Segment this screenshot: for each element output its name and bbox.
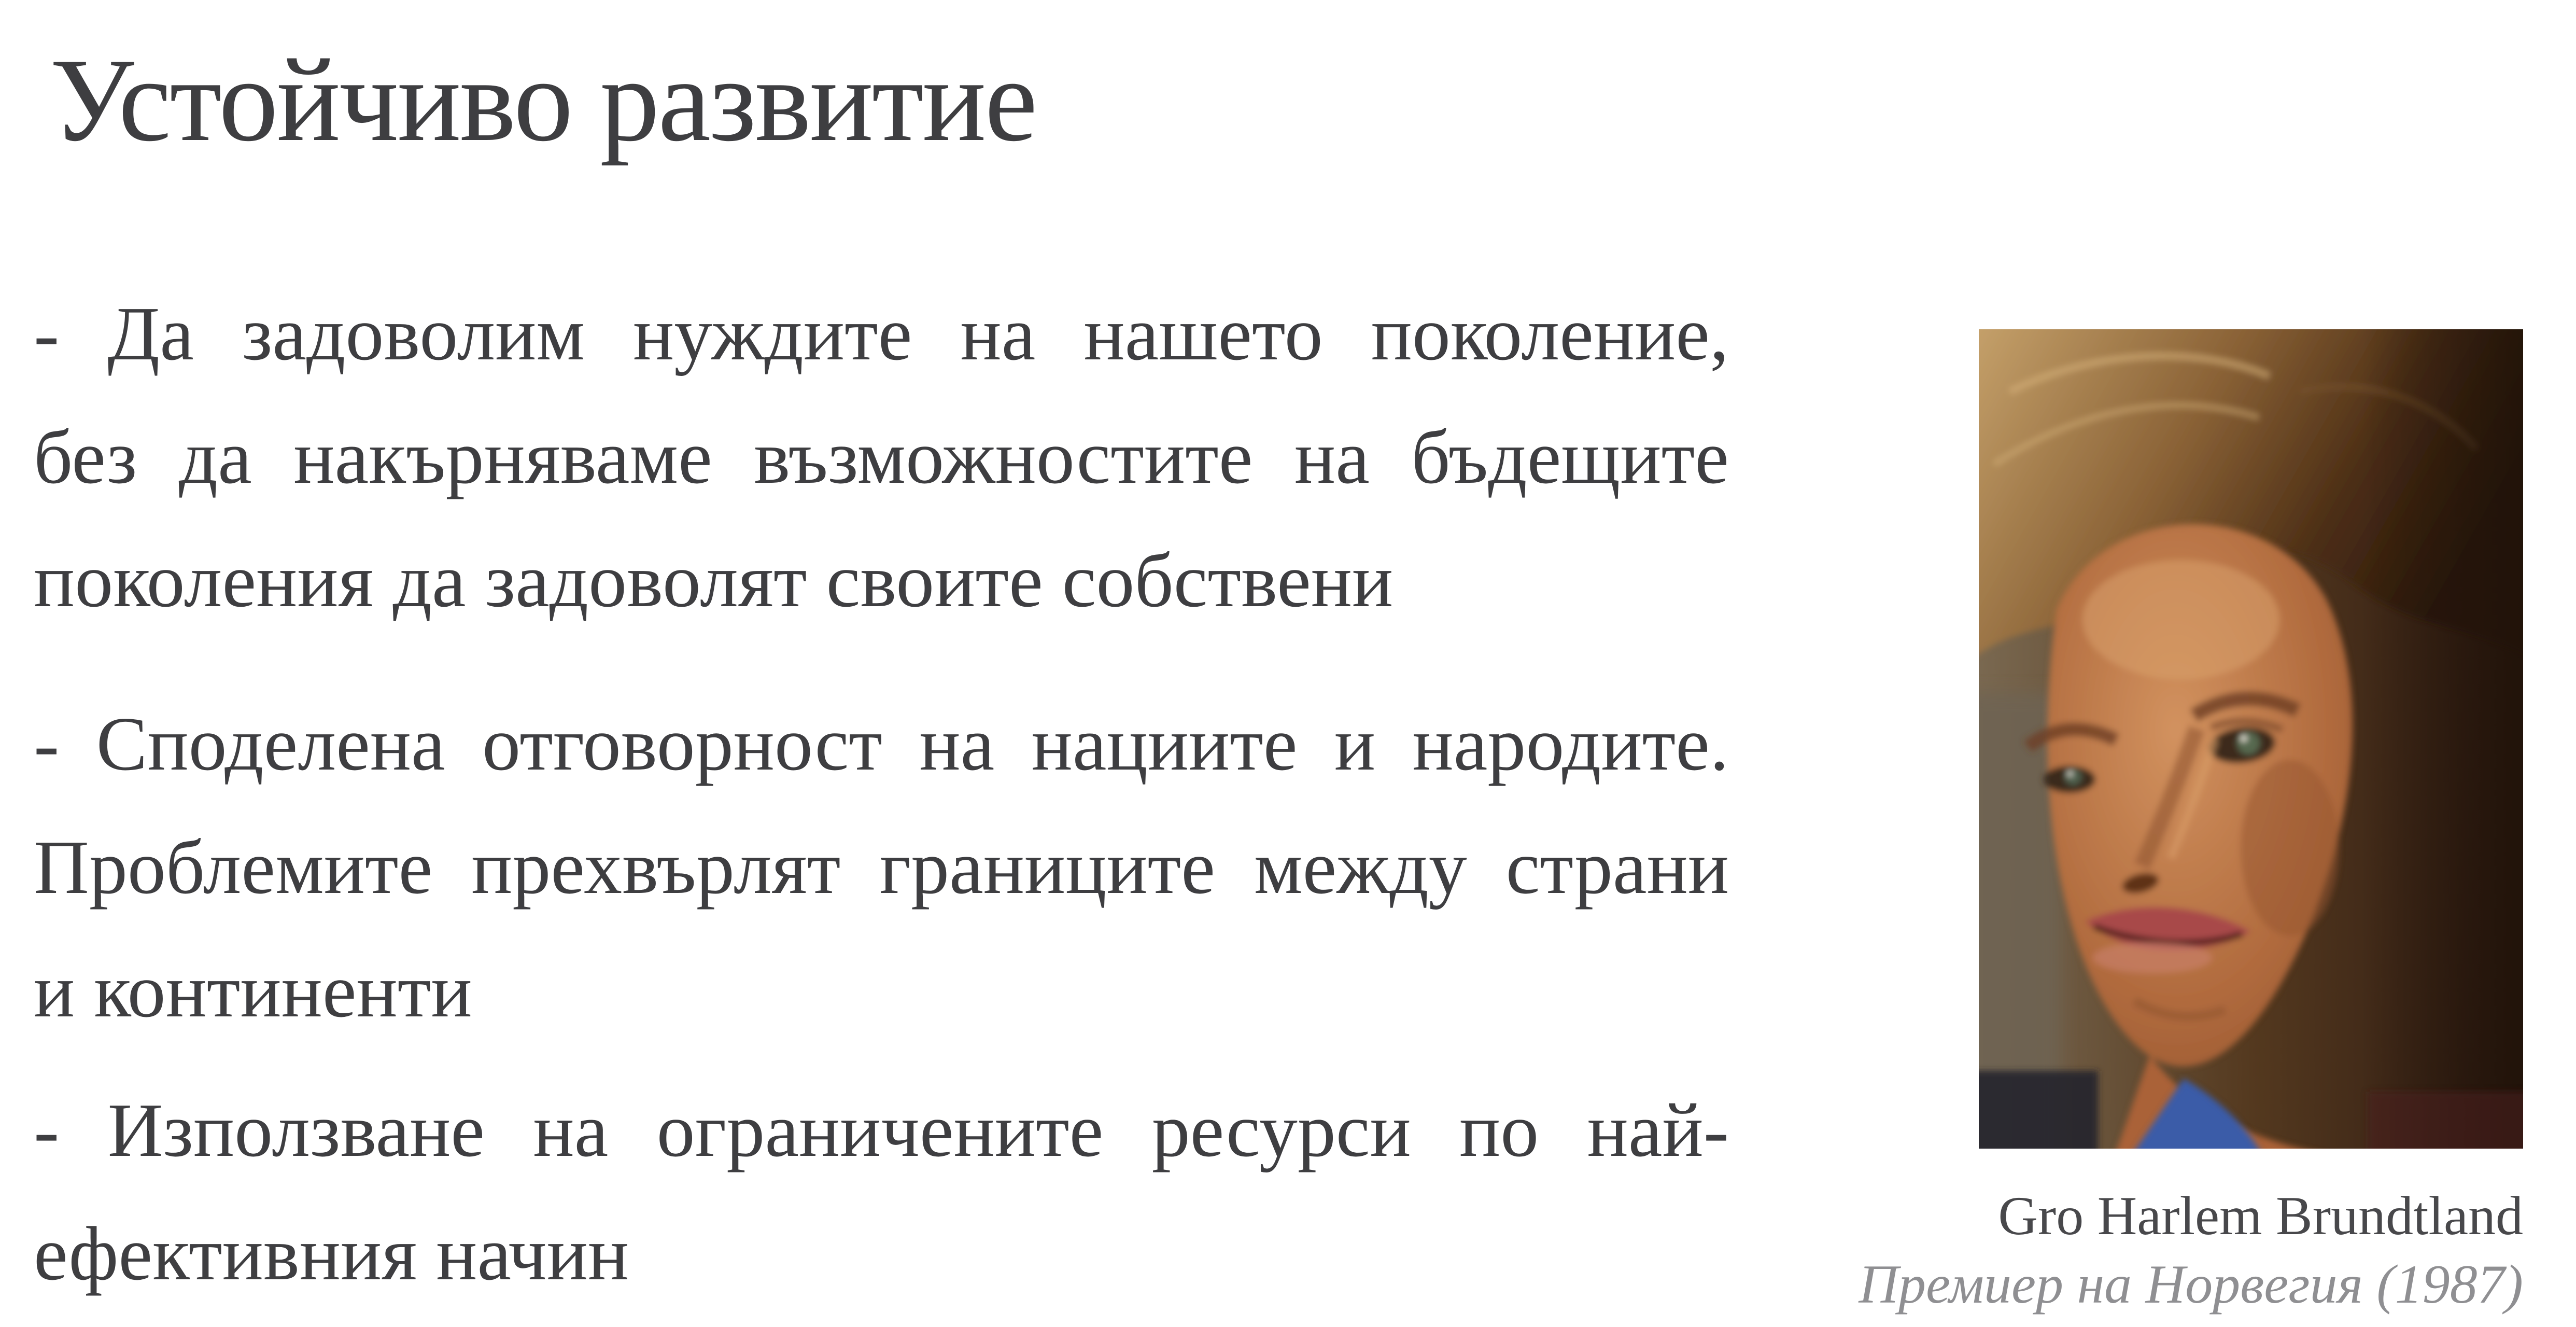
portrait-photo: [1979, 329, 2523, 1149]
slide-title: Устойчиво развитие: [50, 34, 1036, 166]
bullet-item-1: [34, 272, 1729, 642]
bullet-3-line-1: - Използване на ограничените ресурси по най-: [34, 1088, 1729, 1173]
bullet-2-line-3: и континенти: [34, 948, 472, 1033]
bullet-1-line-3: поколения да задоволят своите собствени: [34, 538, 1393, 623]
bullet-1-line-2: без да накърняваме възможностите на бъдещите: [34, 415, 1729, 500]
bullet-2-line-1: - Споделена отговорност на нациите и народите.: [34, 702, 1729, 787]
bullet-3-line-2: ефективния начин: [34, 1211, 629, 1296]
photo-caption-name: Gro Harlem Brundtland: [1998, 1185, 2523, 1246]
bullet-item-3: [34, 1069, 1729, 1316]
photo-caption-role: Премиер на Норвегия (1987): [1859, 1254, 2523, 1315]
bullet-2-line-2: Проблемите прехвърлят границите между страни: [34, 825, 1729, 910]
bullet-item-2: [34, 682, 1729, 1053]
photo-caption: [1742, 1182, 2523, 1319]
bullet-1-line-1: - Да задоволим нуждите на нашето поколение,: [34, 291, 1729, 376]
portrait-photo-illustration: [1979, 329, 2523, 1149]
